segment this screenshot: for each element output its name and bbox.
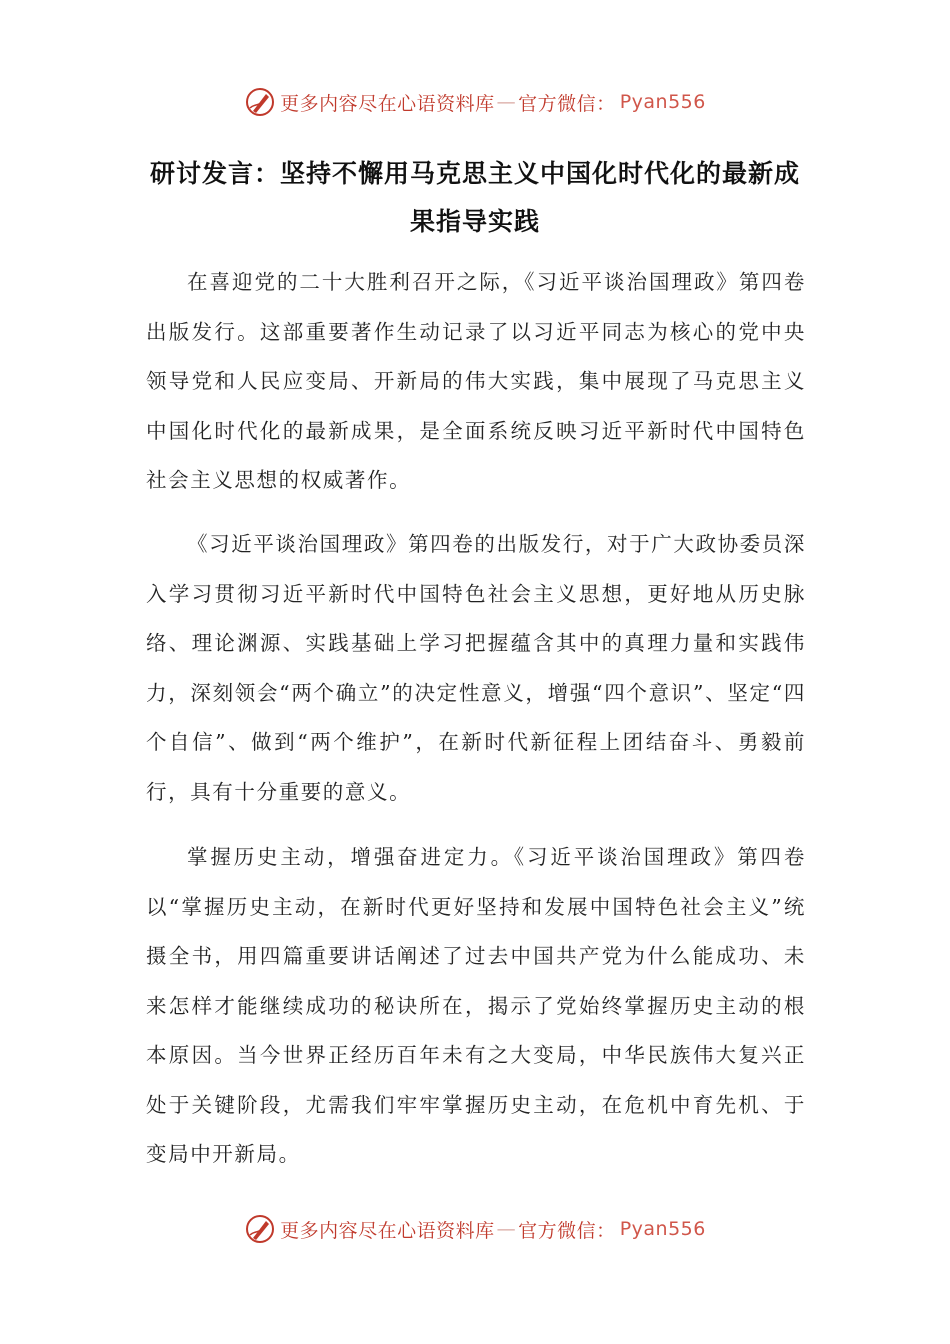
banner-dash: — xyxy=(496,91,517,113)
banner-wechat-label: 官方微信： xyxy=(518,1219,616,1242)
paragraph-2: 《习近平谈治国理政》第四卷的出版发行，对于广大政协委员深入学习贯彻习近平新时代中国特色社会主义思想，更好地从历史脉络、理论渊源、实践基础上学习把握蕴含其中的真理力量和实践伟力，深刻领会“两个确立”的决定性意义，增强“四个意识”、坚定“四个自信”、做到“两个维护”，在新时代新征程上团结奋斗、勇毅前行，具有十分重要的意义。 xyxy=(146,532,806,804)
paragraph-1: 在喜迎党的二十大胜利召开之际，《习近平谈治国理政》第四卷出版发行。这部重要著作生动记录了以习近平同志为核心的党中央领导党和人民应变局、开新局的伟大实践，集中展现了马克思主义中国化时代化的最新成果，是全面系统反映习近平新时代中国特色社会主义思想的权威著作。 xyxy=(146,270,806,492)
banner-main-text: 更多内容尽在心语资料库 xyxy=(280,92,495,115)
document-title: 研讨发言：坚持不懈用马克思主义中国化时代化的最新成果指导实践 xyxy=(149,159,800,236)
footer-banner xyxy=(0,1213,950,1245)
quill-logo-icon xyxy=(244,86,276,118)
banner-dash: — xyxy=(496,1218,517,1240)
quill-logo-icon xyxy=(244,1213,276,1245)
paragraph-3: 掌握历史主动，增强奋进定力。《习近平谈治国理政》第四卷以“掌握历史主动，在新时代更好坚持和发展中国特色社会主义”统摄全书，用四篇重要讲话阐述了过去中国共产党为什么能成功、未来怎样才能继续成功的秘诀所在，揭示了党始终掌握历史主动的根本原因。当今世界正经历百年未有之大变局，中华民族伟大复兴正处于关键阶段，尤需我们牢牢掌握历史主动，在危机中育先机、于变局中开新局。 xyxy=(146,845,806,1166)
banner-wechat-label: 官方微信： xyxy=(518,92,616,115)
banner-main-text: 更多内容尽在心语资料库 xyxy=(280,1219,495,1242)
header-banner xyxy=(0,86,950,118)
banner-wechat-id: Pyan556 xyxy=(619,91,706,113)
banner-wechat-id: Pyan556 xyxy=(619,1218,706,1240)
